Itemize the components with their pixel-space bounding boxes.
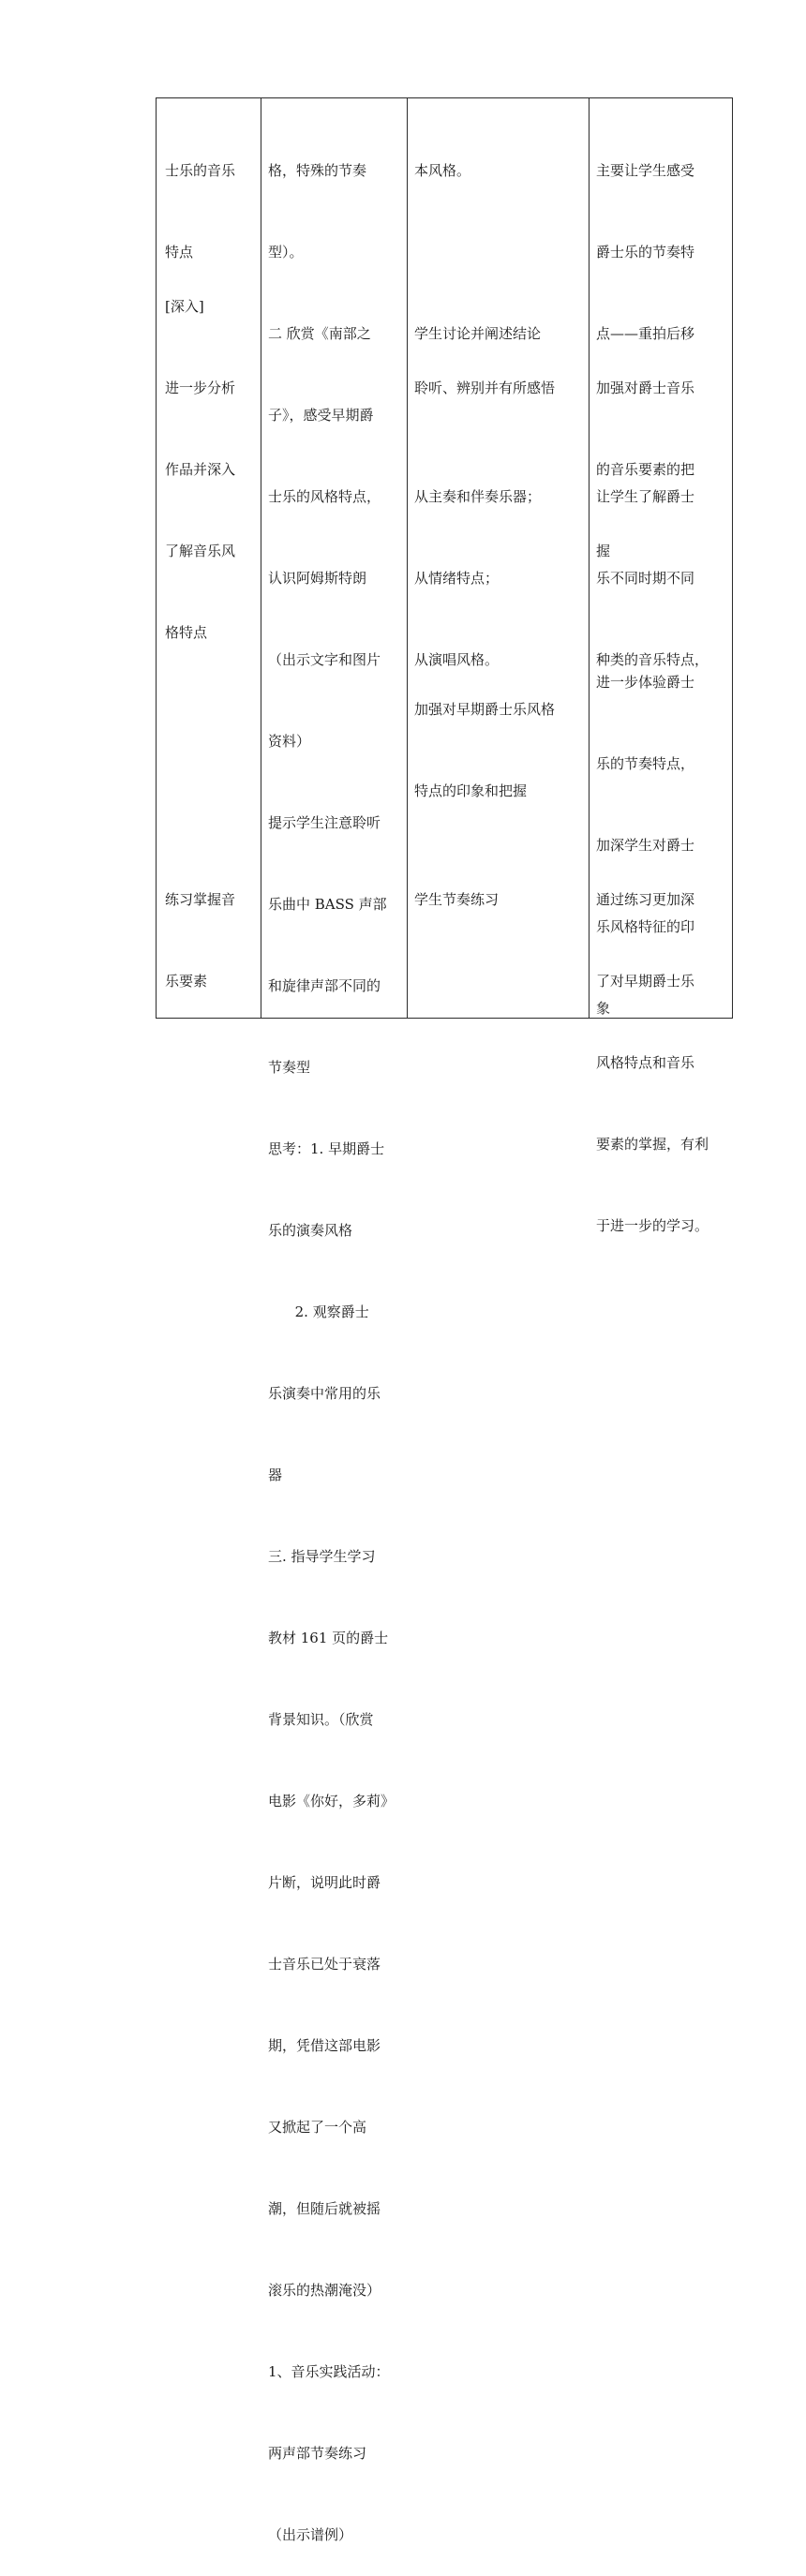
intent-periods: 让学生了解爵士 乐不同时期不同 种类的音乐特点，: [596, 488, 709, 668]
stage-topic: 士乐的音乐 特点: [165, 162, 236, 261]
student-listen: 聆听、辨别并有所感悟: [414, 380, 556, 396]
intent-feel: 主要让学生感受 爵士乐的节奏特 点——重拍后移: [596, 162, 695, 342]
column-divider-2: [407, 98, 408, 1018]
student-style: 本风格。: [414, 162, 471, 179]
student-instruments: 从主奏和伴奏乐器； 从情绪特点； 从演唱风格。: [414, 488, 542, 668]
column-divider-3: [589, 98, 590, 1018]
teacher-content: 格，特殊的节奏 型）。 二 欣赏《南部之 子》，感受早期爵 士乐的风格特点， 认识阿姆斯特朗 （出示文字和图片 资料） 提示学生注意聆听 乐曲中 BASS 声部 和旋律声部不同的 节奏型 思考：1. 早期爵士 乐的演奏风格 2. 观察爵士 乐演奏中常用的乐 器 三. 指导学生学习 教材 161 页的爵士 背景知识。（欣赏 电影《你好，多莉》 片断，说明此时爵 士音乐已处于衰落 期，凭借这部电影 又掀起了一个高 潮，但随后就被摇 滚乐的热潮淹没） 1、音乐实践活动： 两声部节奏练习 （出示谱例）: [268, 162, 396, 2543]
intent-elements: 加强对爵士音乐 的音乐要素的把 握: [596, 380, 695, 559]
student-rhythm: 学生节奏练习: [414, 891, 500, 908]
stage-deepen: [深入] 进一步分析 作品并深入 了解音乐风 格特点: [165, 298, 236, 641]
intent-experience: 进一步体验爵士 乐的节奏特点， 加深学生对爵士 乐风格特征的印 象: [596, 674, 695, 1017]
student-discuss: 学生讨论并阐述结论: [414, 325, 542, 342]
stage-practice: 练习掌握音 乐要素: [165, 891, 236, 990]
intent-mastery: 通过练习更加深 了对早期爵士乐 风格特点和音乐 要素的掌握，有利 于进一步的学习。: [596, 891, 709, 1234]
student-impression: 加强对早期爵士乐风格 特点的印象和把握: [414, 701, 556, 799]
